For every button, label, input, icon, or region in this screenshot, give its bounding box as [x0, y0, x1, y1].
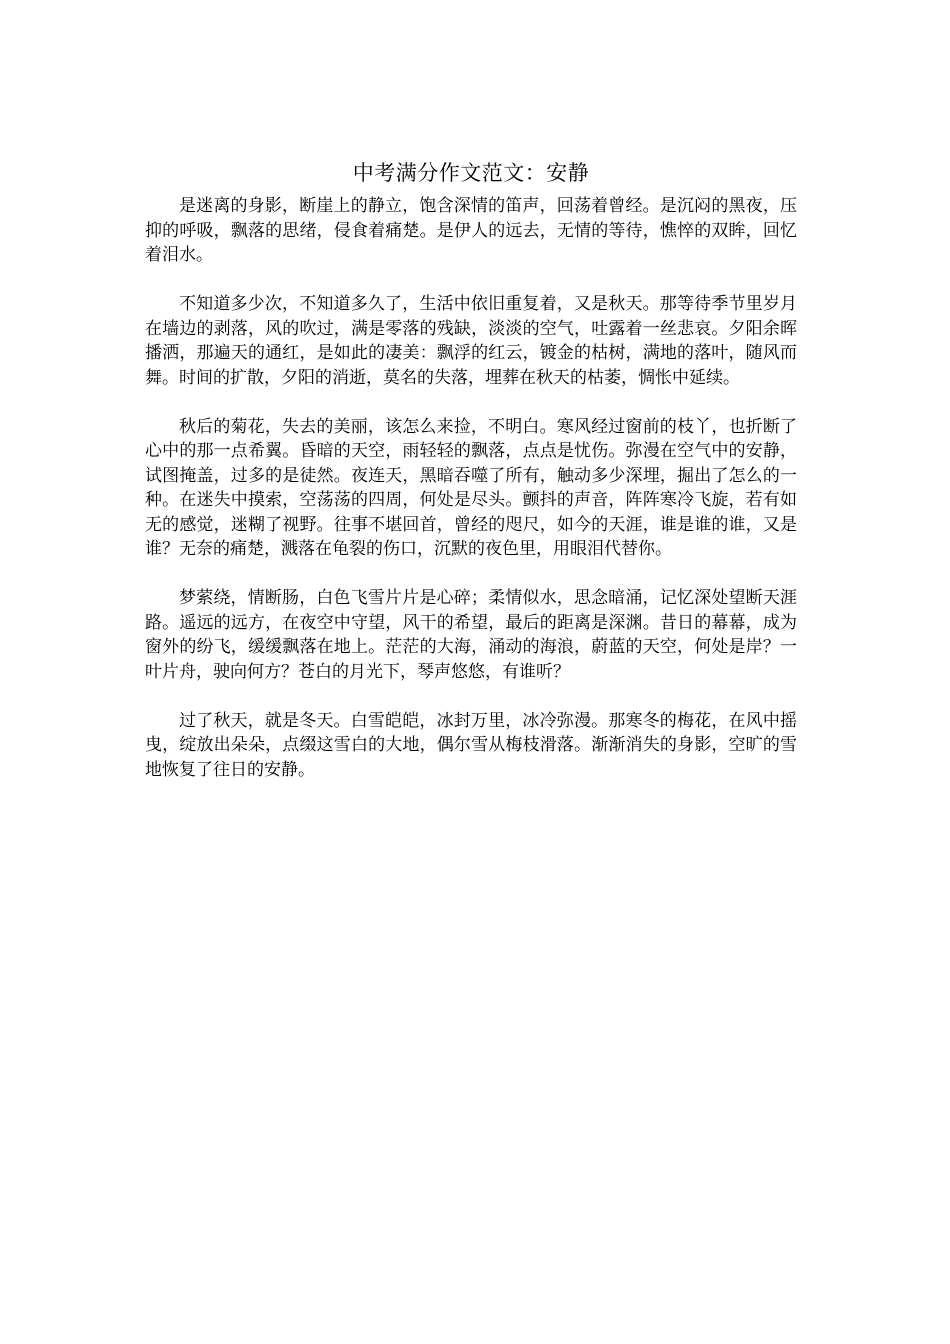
document-title: 中考满分作文范文：安静 [352, 161, 590, 185]
document-page [145, 158, 797, 807]
paragraph-4: 梦萦绕，情断肠，白色飞雪片片是心碎；柔情似水，思念暗涌，记忆深处望断天涯路。遥远的远方，在夜空中守望，风干的希望，最后的距离是深渊。昔日的幕幕，成为窗外的纷飞，缓缓飘落在地上。茫茫的大海，涌动的海浪，蔚蓝的天空，何处是岸？一叶片舟，驶向何方？苍白的月光下，琴声悠悠，有谁听？ [145, 588, 797, 682]
paragraph-3: 秋后的菊花，失去的美丽，该怎么来捡，不明白。寒风经过窗前的枝丫，也折断了心中的那一点希翼。昏暗的天空，雨轻轻的飘落，点点是忧伤。弥漫在空气中的安静，试图掩盖，过多的是徒然。夜连天，黑暗吞噬了所有，触动多少深埋，掘出了怎么的一种。在迷失中摸索，空荡荡的四周，何处是尽头。颤抖的声音，阵阵寒冷飞旋，若有如无的感觉，迷糊了视野。往事不堪回首，曾经的咫尺，如今的天涯，谁是谁的谁，又是谁？无奈的痛楚，溅落在龟裂的伤口，沉默的夜色里，用眼泪代替你。 [145, 416, 797, 559]
paragraph-1: 是迷离的身影，断崖上的静立，饱含深情的笛声，回荡着曾经。是沉闷的黑夜，压抑的呼吸，飘落的思绪，侵食着痛楚。是伊人的远去，无情的等待，憔悴的双眸，回忆着泪水。 [145, 196, 797, 265]
paragraph-2: 不知道多少次，不知道多久了，生活中依旧重复着，又是秋天。那等待季节里岁月在墙边的剥落，风的吹过，满是零落的残缺，淡淡的空气，吐露着一丝悲哀。夕阳余晖播洒，那遍天的通红，是如此的凄美：飘浮的红云，镀金的枯树，满地的落叶，随风而舞。时间的扩散，夕阳的消逝，莫名的失落，埋葬在秋天的枯萎，惆怅中延续。 [145, 294, 797, 388]
paragraph-5: 过了秋天，就是冬天。白雪皑皑，冰封万里，冰冷弥漫。那寒冬的梅花，在风中摇曳，绽放出朵朵，点缀这雪白的大地，偶尔雪从梅枝滑落。渐渐消失的身影，空旷的雪地恢复了往日的安静。 [145, 710, 797, 780]
